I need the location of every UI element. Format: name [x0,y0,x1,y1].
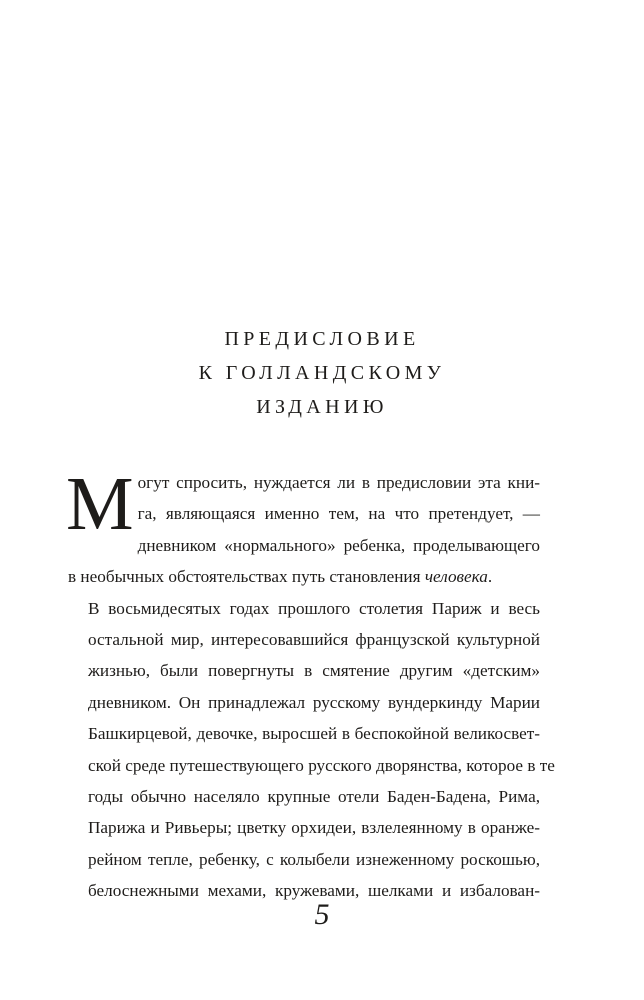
text-line: Парижа и Ривьеры; цветку орхидеи, взлелеянному в оранже- [88,818,540,838]
text-line: га, являющаяся именно тем, на что претендует, — [137,504,540,524]
text-line-part: в необычных обстоятельствах путь становления [68,567,425,587]
drop-cap: М [66,462,134,546]
text-line: остальной мир, интересовавшийся французской культурной [88,630,540,650]
text-line: Башкирцевой, девочке, выросшей в беспокойной великосвет- [88,724,540,744]
text-line [68,561,540,592]
heading-line-3: ИЗДАНИЮ [256,396,388,418]
text-line: дневником. Он принадлежал русскому вундеркинду Марии [88,692,540,712]
text-line: рейном тепле, ребенку, с колыбели изнеженному роскошью, [88,849,540,869]
text-line: годы обычно населяло крупные отели Баден-Бадена, Рима, [88,787,540,807]
paragraph-2 [68,593,555,907]
text-line: дневником «нормального» ребенка, проделывающего [137,535,540,555]
heading-line-2: К ГОЛЛАНДСКОМУ [198,362,446,384]
paragraph-1 [66,462,540,593]
text-line: ской среде путешествующего русского дворянства, которое в те [88,755,555,775]
body-text [66,462,555,907]
heading-line-1: ПРЕДИСЛОВИЕ [224,328,420,350]
page-number: 5 [314,898,330,931]
text-line-part: . [487,567,493,587]
text-line: жизнью, были повергнуты в смятение другим «детским» [88,661,540,681]
text-line: В восьмидесятых годах прошлого столетия Париж и весь [88,598,540,618]
text-line: огут спросить, нуждается ли в предисловии эта кни- [137,473,540,492]
italic-word: человека [424,567,488,587]
chapter-heading [0,322,644,424]
text-line: белоснежными мехами, кружевами, шелками и избалован- [88,881,540,901]
